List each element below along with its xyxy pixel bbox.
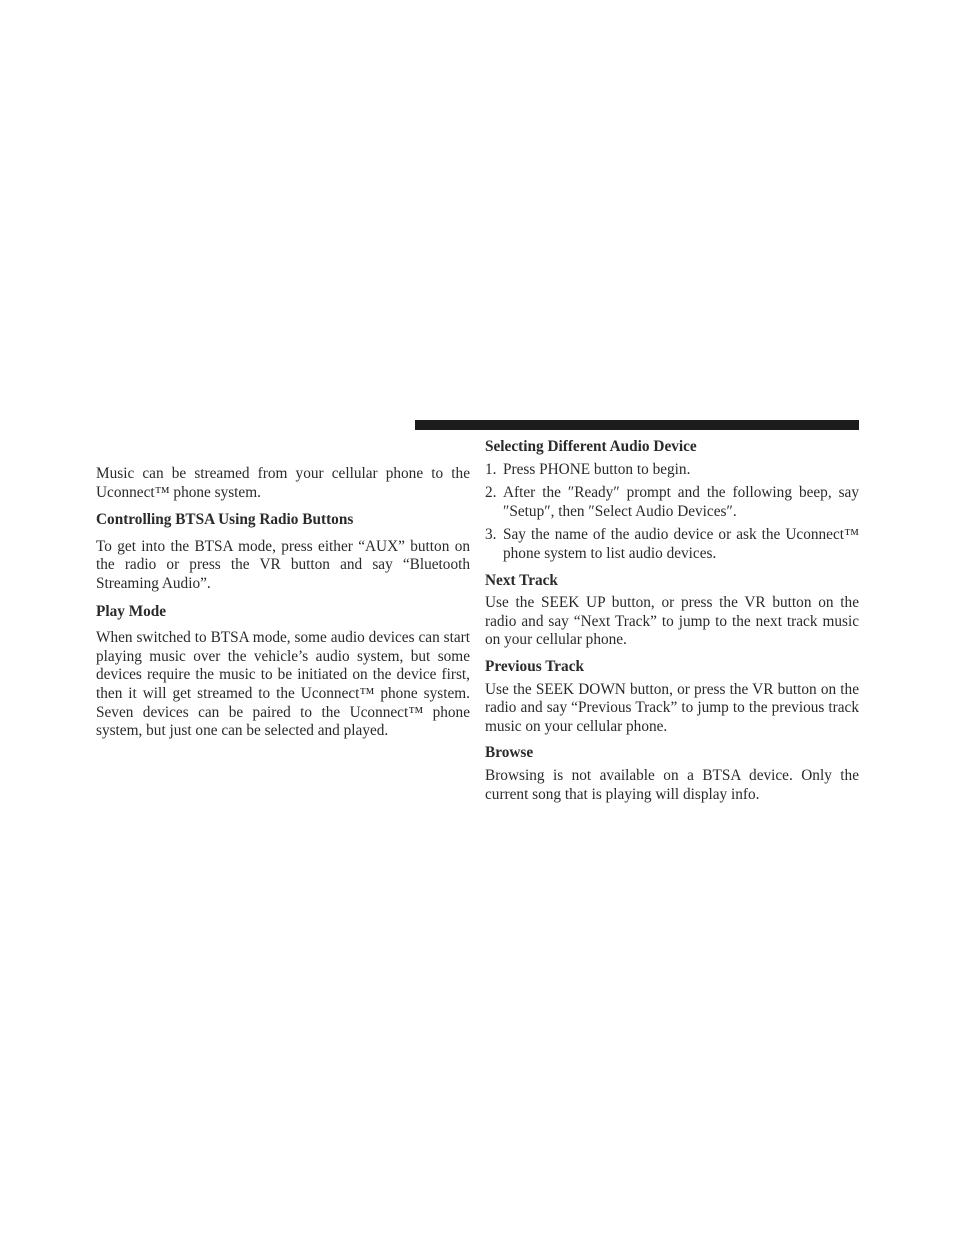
heading-previous-track: Previous Track — [485, 657, 585, 675]
controlling-btsa-paragraph: To get into the BTSA mode, press either “AUX” button on the radio or press the VR button and say “Bluetooth Streaming Audio”. — [96, 537, 470, 592]
header-rule — [415, 420, 859, 430]
steps-list — [485, 461, 859, 564]
heading-controlling-btsa: Controlling BTSA Using Radio Buttons — [96, 511, 354, 529]
step-text: After the ″Ready″ prompt and the following beep, say ″Setup″, then ″Select Audio Devices″. — [503, 484, 859, 520]
previous-track-paragraph: Use the SEEK DOWN button, or press the VR button on the radio and say “Previous Track” to jump to the previous track music on your cellular phone. — [485, 680, 859, 735]
play-mode-paragraph: When switched to BTSA mode, some audio devices can start playing music over the vehicle’s audio system, but some devices require the music to be initiated on the device first, then it will get streamed to the Uconnect™ phone system. Seven devices can be paired to the Uconnect™ phone system, but just one can be selected and played. — [96, 629, 470, 740]
heading-next-track: Next Track — [485, 571, 558, 589]
heading-selecting-audio-device: Selecting Different Audio Device — [485, 438, 697, 455]
browse-paragraph: Browsing is not available on a BTSA device. Only the current song that is playing will display info. — [485, 766, 859, 803]
left-column — [96, 465, 470, 741]
step-number: 1. — [485, 460, 497, 478]
step-number: 2. — [485, 484, 497, 502]
step-text: Press PHONE button to begin. — [503, 460, 691, 478]
intro-paragraph: Music can be streamed from your cellular phone to the Uconnect™ phone system. — [96, 465, 470, 501]
list-item — [485, 461, 859, 480]
list-item — [485, 484, 859, 521]
list-item — [485, 526, 859, 563]
right-column — [485, 438, 859, 804]
step-text: Say the name of the audio device or ask the Uconnect™ phone system to list audio devices. — [503, 526, 859, 562]
heading-play-mode: Play Mode — [96, 602, 167, 620]
step-number: 3. — [485, 526, 497, 544]
heading-browse: Browse — [485, 744, 534, 762]
next-track-paragraph: Use the SEEK UP button, or press the VR button on the radio and say “Next Track” to jump to the next track music on your cellular phone. — [485, 594, 859, 649]
